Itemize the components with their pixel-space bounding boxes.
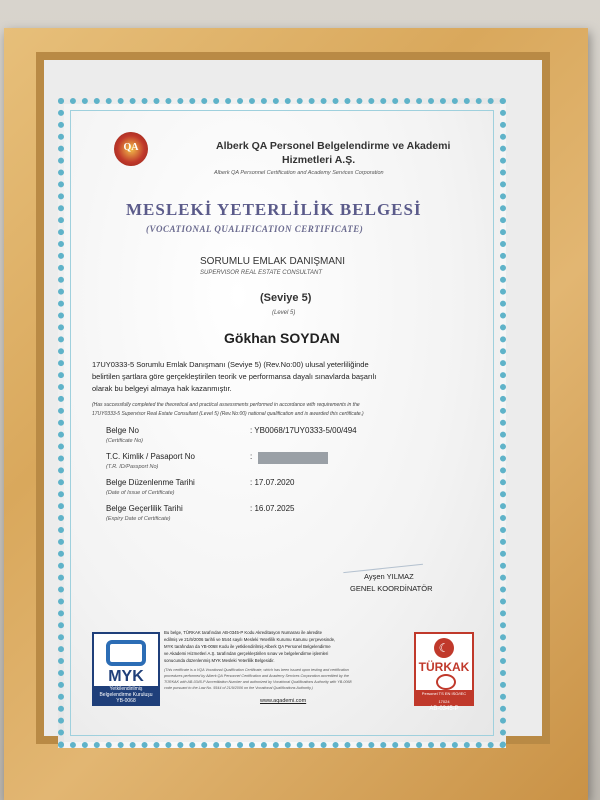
- myk-logo-word: MYK: [108, 668, 144, 685]
- field-label-id-no: T.C. Kimlik / Pasaport No: [106, 452, 195, 461]
- myk-logo-band: [94, 686, 158, 704]
- redacted-id-block: [258, 452, 328, 464]
- signatory-name: Ayşen YILMAZ: [364, 572, 414, 581]
- footer-tr-line4: ve Akademi Hizmetleri A.Ş. tarafından gerçekleştirilen sınav ve belgelendirme işlemleri: [164, 651, 329, 656]
- statement-en-line1: (Has successfully completed the theoretical and practical assessments performed in accordance with requirements in the: [92, 402, 360, 408]
- crescent-star-icon: ☾: [434, 638, 454, 658]
- footer-tr-line1: Bu belge, TÜRKAK tarafından AB-0345-P Kodu Akreditasyon Numarası ile akredite: [164, 630, 322, 635]
- footer-tr-line2: edilmiş ve 21/9/2006 tarihli ve 5544 sayılı Mesleki Yeterlilik Kurumu Kanunu çerçevesinde,: [164, 637, 336, 642]
- signatory-title: GENEL KOORDİNATÖR: [350, 584, 433, 593]
- check-circle-icon: [436, 674, 456, 690]
- field-value-certificate-no: : YB0068/17UY0333-5/00/494: [250, 426, 357, 435]
- statement-tr-line3: olarak bu belgeyi almaya hak kazanmıştır.: [92, 384, 232, 393]
- myk-logo: [92, 632, 160, 706]
- issuer-seal-icon: [114, 132, 148, 166]
- field-label-en-issue-date: (Date of Issue of Certificate): [106, 490, 175, 496]
- qualification-name-en: SUPERVISOR REAL ESTATE CONSULTANT: [200, 270, 323, 276]
- myk-mark-icon: [106, 640, 146, 666]
- issuer-name-line2: Hizmetleri A.Ş.: [282, 154, 356, 166]
- issuer-name-line1: Alberk QA Personel Belgelendirme ve Akademi: [216, 140, 451, 152]
- footer-en-line1: (This certificate is a VQA Vocational Qualification Certificate, which has been issued upon testing and certification: [164, 668, 349, 672]
- footer-en-line4: code pursuant to the Law No. 5544 of 21/9/2006 on the Vocational Qualifications Authority.): [164, 686, 313, 690]
- statement-tr-line1: 17UY0333-5 Sorumlu Emlak Danışmanı (Seviye 5) (Rev.No:00) ulusal yeterliliğinde: [92, 360, 369, 369]
- field-label-certificate-no: Belge No: [106, 426, 139, 435]
- turkak-logo-band: [416, 690, 472, 712]
- turkak-logo-word: TÜRKAK: [418, 660, 470, 674]
- field-value-expiry-date: : 16.07.2025: [250, 504, 295, 513]
- qualification-name: SORUMLU EMLAK DANIŞMANI: [200, 256, 346, 267]
- myk-band-text: Yetkilendirilmiş Belgelendirme Kuruluşu: [99, 686, 153, 698]
- qualification-level: (Seviye 5): [260, 292, 312, 304]
- footer-en-line2: procedures performed by Alberk QA Personnel Certification and Academy Services Corporation accredited by the: [164, 674, 349, 678]
- field-value-id-no: :: [250, 452, 253, 461]
- holder-name: Gökhan SOYDAN: [224, 330, 340, 346]
- certificate: [58, 98, 506, 748]
- statement-en-line2: 17UY0333-5 Supervisor Real Estate Consultant (Level 5) (Rev.No:00) national qualification and is awarded this certificate.): [92, 411, 364, 417]
- myk-code: YB-0068: [116, 698, 136, 704]
- issuer-name-en: Alberk QA Personnel Certification and Academy Services Corporation: [214, 170, 384, 176]
- certificate-title-en: (VOCATIONAL QUALIFICATION CERTIFICATE): [146, 224, 364, 234]
- turkak-logo: [414, 632, 474, 712]
- qualification-level-en: (Level 5): [272, 310, 296, 316]
- certificate-title: MESLEKİ YETERLİLİK BELGESİ: [126, 200, 422, 219]
- field-label-en-certificate-no: (Certificate No): [106, 438, 143, 444]
- field-label-en-id-no: (T.R. ID/Passport No): [106, 464, 159, 470]
- field-label-expiry-date: Belge Geçerlilik Tarihi: [106, 504, 183, 513]
- field-value-issue-date: : 17.07.2020: [250, 478, 295, 487]
- footer-tr-line3: MYK tarafından da YB-0068 Kodu ile yetkilendirilmiş Alberk QA Personel Belgelendirme: [164, 644, 331, 649]
- statement-tr-line2: belirtilen şartlara göre gerçekleştirilen teorik ve performansa dayalı sınavlarda başarılı: [92, 372, 377, 381]
- turkak-code: AB-0345-P: [429, 706, 459, 712]
- turkak-band-text: Personel TS EN ISO/IEC 17024: [421, 691, 467, 704]
- website: www.aqademi.com: [260, 698, 307, 704]
- footer-tr-line5: sonucunda düzenlenmiş MYK Mesleki Yeterlilik Belgesidir.: [164, 658, 275, 663]
- footer-en-line3: TÜRKAK with AB-0345-P Accreditation Number and authorized by Vocational Qualifications Authority with YB-0068: [164, 680, 352, 684]
- field-label-en-expiry-date: (Expiry Date of Certificate): [106, 516, 171, 522]
- field-label-issue-date: Belge Düzenlenme Tarihi: [106, 478, 195, 487]
- issuer-logo-text: QA: [123, 142, 139, 153]
